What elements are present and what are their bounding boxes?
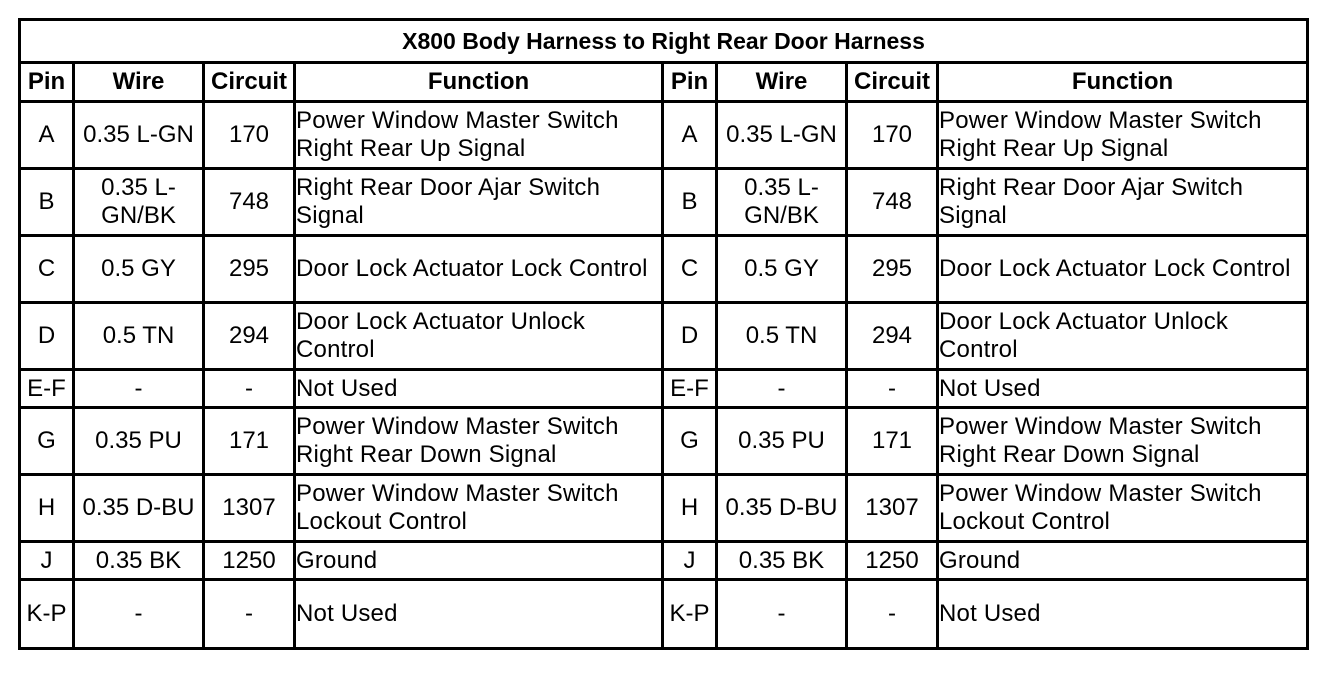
pin-cell: B — [20, 169, 74, 236]
wire-cell: 0.35 BK — [74, 542, 204, 580]
table-row — [20, 236, 1308, 303]
function-cell: Power Window Master Switch Right Rear Down Signal — [295, 408, 663, 475]
table-row — [20, 475, 1308, 542]
header-wire: Wire — [74, 63, 204, 102]
wire-cell: - — [74, 580, 204, 649]
wire-cell: 0.35 L-GN/BK — [717, 169, 847, 236]
pin-cell: B — [663, 169, 717, 236]
header-circuit: Circuit — [847, 63, 938, 102]
circuit-cell: 171 — [847, 408, 938, 475]
wire-cell: 0.35 BK — [717, 542, 847, 580]
pin-cell: C — [663, 236, 717, 303]
circuit-cell: 294 — [847, 303, 938, 370]
circuit-cell: 748 — [847, 169, 938, 236]
table-row — [20, 169, 1308, 236]
function-cell: Right Rear Door Ajar Switch Signal — [295, 169, 663, 236]
wire-cell: - — [717, 370, 847, 408]
pin-cell: A — [20, 102, 74, 169]
pin-cell: H — [663, 475, 717, 542]
circuit-cell: 748 — [204, 169, 295, 236]
pin-cell: K-P — [663, 580, 717, 649]
harness-table — [18, 18, 1309, 650]
table-title: X800 Body Harness to Right Rear Door Harness — [20, 20, 1308, 63]
wire-cell: 0.35 PU — [74, 408, 204, 475]
function-cell: Not Used — [295, 580, 663, 649]
header-function: Function — [295, 63, 663, 102]
header-circuit: Circuit — [204, 63, 295, 102]
function-cell: Power Window Master Switch Right Rear Up Signal — [938, 102, 1308, 169]
circuit-cell: - — [204, 370, 295, 408]
function-cell: Power Window Master Switch Right Rear Up Signal — [295, 102, 663, 169]
circuit-cell: 1307 — [204, 475, 295, 542]
circuit-cell: 1307 — [847, 475, 938, 542]
wire-cell: 0.35 L-GN — [717, 102, 847, 169]
pin-cell: D — [20, 303, 74, 370]
circuit-cell: 294 — [204, 303, 295, 370]
table-row — [20, 408, 1308, 475]
function-cell: Ground — [938, 542, 1308, 580]
pin-cell: K-P — [20, 580, 74, 649]
function-cell: Door Lock Actuator Unlock Control — [295, 303, 663, 370]
function-cell: Power Window Master Switch Lockout Control — [295, 475, 663, 542]
wire-cell: 0.5 TN — [717, 303, 847, 370]
circuit-cell: - — [204, 580, 295, 649]
header-row — [20, 63, 1308, 102]
pin-cell: E-F — [663, 370, 717, 408]
function-cell: Door Lock Actuator Lock Control — [938, 236, 1308, 303]
function-cell: Right Rear Door Ajar Switch Signal — [938, 169, 1308, 236]
pin-cell: G — [663, 408, 717, 475]
wire-cell: 0.5 GY — [74, 236, 204, 303]
pin-cell: C — [20, 236, 74, 303]
pin-cell: J — [20, 542, 74, 580]
circuit-cell: 1250 — [204, 542, 295, 580]
circuit-cell: 170 — [204, 102, 295, 169]
header-wire: Wire — [717, 63, 847, 102]
wire-cell: 0.35 PU — [717, 408, 847, 475]
header-function: Function — [938, 63, 1308, 102]
circuit-cell: - — [847, 580, 938, 649]
function-cell: Door Lock Actuator Lock Control — [295, 236, 663, 303]
circuit-cell: 295 — [204, 236, 295, 303]
function-cell: Not Used — [295, 370, 663, 408]
function-cell: Door Lock Actuator Unlock Control — [938, 303, 1308, 370]
function-cell: Ground — [295, 542, 663, 580]
title-row — [20, 20, 1308, 63]
wire-cell: 0.35 L-GN — [74, 102, 204, 169]
header-pin: Pin — [20, 63, 74, 102]
pin-cell: J — [663, 542, 717, 580]
table-row — [20, 580, 1308, 649]
pin-cell: H — [20, 475, 74, 542]
wire-cell: 0.5 TN — [74, 303, 204, 370]
circuit-cell: 295 — [847, 236, 938, 303]
pin-cell: D — [663, 303, 717, 370]
circuit-cell: 171 — [204, 408, 295, 475]
table-row — [20, 303, 1308, 370]
wire-cell: - — [74, 370, 204, 408]
wire-cell: 0.5 GY — [717, 236, 847, 303]
function-cell: Power Window Master Switch Lockout Control — [938, 475, 1308, 542]
table-row — [20, 542, 1308, 580]
pin-cell: E-F — [20, 370, 74, 408]
pin-cell: A — [663, 102, 717, 169]
function-cell: Power Window Master Switch Right Rear Down Signal — [938, 408, 1308, 475]
wire-cell: - — [717, 580, 847, 649]
header-pin: Pin — [663, 63, 717, 102]
circuit-cell: 170 — [847, 102, 938, 169]
wire-cell: 0.35 L-GN/BK — [74, 169, 204, 236]
circuit-cell: - — [847, 370, 938, 408]
pin-cell: G — [20, 408, 74, 475]
table-row — [20, 102, 1308, 169]
wire-cell: 0.35 D-BU — [717, 475, 847, 542]
function-cell: Not Used — [938, 370, 1308, 408]
table-row — [20, 370, 1308, 408]
circuit-cell: 1250 — [847, 542, 938, 580]
wire-cell: 0.35 D-BU — [74, 475, 204, 542]
function-cell: Not Used — [938, 580, 1308, 649]
